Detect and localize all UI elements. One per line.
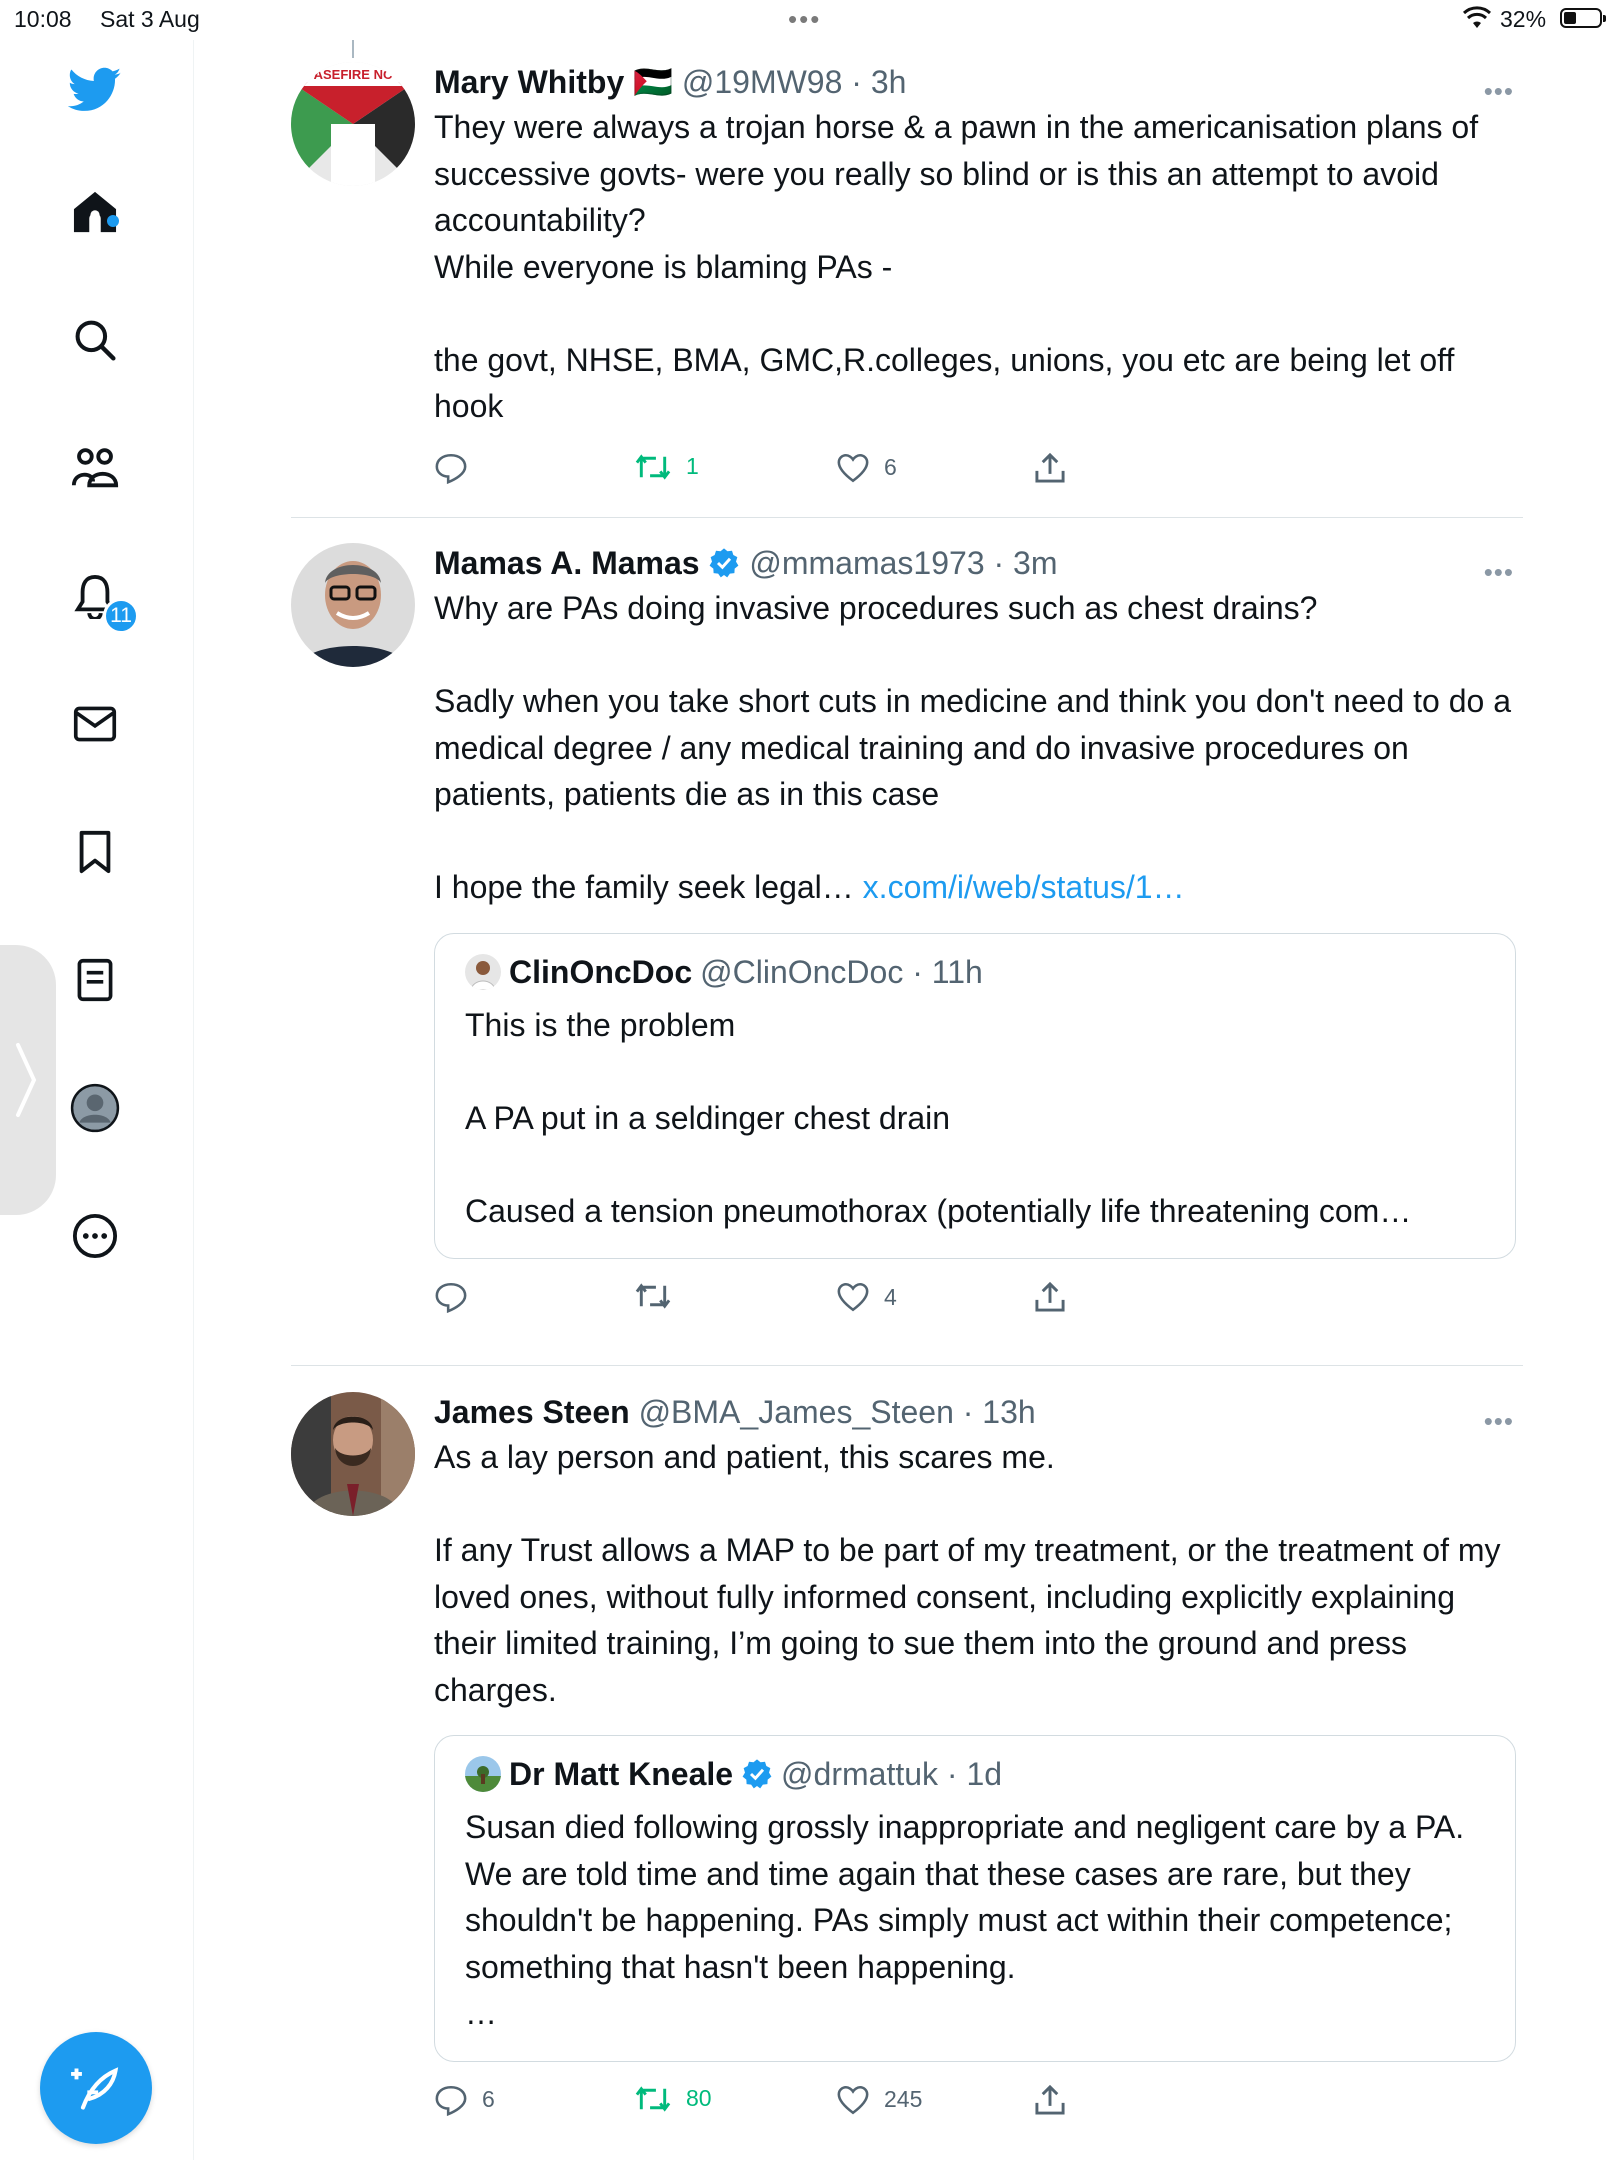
avatar-james-steen[interactable]: [291, 1392, 415, 1516]
retweet-button[interactable]: [634, 1281, 686, 1311]
tweet-more-icon[interactable]: •••: [1483, 557, 1514, 587]
lists-icon[interactable]: [65, 950, 125, 1010]
thread-line: [352, 40, 354, 58]
divider: [291, 1365, 1523, 1366]
share-icon: [1034, 2084, 1066, 2116]
tweet-actions: [434, 452, 1514, 492]
tweet-text-content: Why are PAs doing invasive procedures such as chest drains? Sadly when you take short cuts in medicine and think you don't need to do a medical degree / any medical training and do invasive procedures on patients, patients die as in this case I hope the family seek legal…: [434, 590, 1512, 905]
share-button[interactable]: [1034, 2084, 1066, 2116]
compose-tweet-button[interactable]: [40, 2032, 152, 2144]
tweet-header: Mary Whitby 🇵🇸 @19MW98 · 3h: [434, 64, 907, 100]
heart-icon: [836, 1281, 870, 1313]
tweet-text: As a lay person and patient, this scares me. If any Trust allows a MAP to be part of my treatment, or the treatment of my loved ones, without fully informed consent, including explicitly explaining their limited training, I’m going to sue them into the ground and press charges.: [434, 1439, 1501, 1708]
quote-time[interactable]: 11h: [931, 953, 983, 990]
reply-button[interactable]: [434, 452, 482, 484]
tweet-actions: [434, 2084, 1514, 2124]
tweet-time[interactable]: 3m: [1013, 545, 1058, 581]
heart-icon: [836, 2084, 870, 2116]
tweet-text: [434, 585, 1514, 911]
heart-icon: [836, 452, 870, 484]
battery-icon: [1560, 8, 1602, 28]
like-button[interactable]: 245: [836, 2084, 922, 2116]
bookmarks-icon[interactable]: [65, 822, 125, 882]
avatar-drmattuk[interactable]: [465, 1756, 501, 1792]
status-time: 10:08: [14, 6, 72, 32]
home-unread-dot: [107, 215, 119, 227]
tweet-time[interactable]: 3h: [870, 64, 907, 100]
share-button[interactable]: [1034, 1281, 1066, 1313]
quoted-tweet[interactable]: [434, 933, 1516, 1260]
tweet-header: James Steen @BMA_James_Steen · 13h: [434, 1394, 1036, 1430]
retweet-button[interactable]: 1: [634, 452, 699, 482]
share-button[interactable]: [1034, 452, 1066, 484]
like-button[interactable]: 4: [836, 1281, 897, 1313]
status-date: Sat 3 Aug: [100, 6, 200, 32]
quote-text: This is the problem A PA put in a seldinger chest drain Caused a tension pneumothorax (potentially life threatening com…: [465, 1006, 1412, 1229]
share-icon: [1034, 452, 1066, 484]
quote-header: ClinOncDoc @ClinOncDoc · 11h: [465, 952, 1485, 992]
multitasking-dots-icon[interactable]: •••: [788, 4, 822, 34]
wifi-icon: [1462, 6, 1492, 36]
quote-text: Susan died following grossly inappropriate and negligent care by a PA. We are told time and time again that these cases are rare, but they shouldn't be happening. PAs simply must act within their competence; something that hasn't been happening. …: [465, 1809, 1465, 2031]
share-icon: [1034, 1281, 1066, 1313]
retweet-button[interactable]: 80: [634, 2084, 712, 2114]
reply-button[interactable]: [434, 1281, 482, 1313]
quote-author-handle[interactable]: @drmattuk: [781, 1756, 939, 1792]
reply-button[interactable]: 6: [434, 2084, 495, 2116]
author-handle[interactable]: @BMA_James_Steen: [638, 1394, 954, 1430]
home-icon[interactable]: [65, 182, 125, 242]
battery-percent: 32%: [1500, 6, 1547, 32]
messages-icon[interactable]: [65, 694, 125, 754]
avatar-mary-whitby[interactable]: [291, 62, 415, 186]
search-icon[interactable]: [65, 310, 125, 370]
twitter-logo-icon[interactable]: [65, 60, 125, 120]
quote-header: Dr Matt Kneale @drmattuk · 1d: [465, 1754, 1485, 1794]
feather-plus-icon: [70, 2062, 122, 2114]
author-name[interactable]: James Steen: [434, 1394, 630, 1430]
author-handle[interactable]: @19MW98: [681, 64, 843, 100]
palestine-flag-icon: 🇵🇸: [633, 64, 673, 100]
notifications-badge: 11: [103, 598, 139, 634]
tweet-more-icon[interactable]: •••: [1483, 1406, 1514, 1436]
avatar-text: ASEFIRE NC: [313, 67, 393, 82]
retweet-icon: [634, 2084, 672, 2114]
like-button[interactable]: 6: [836, 452, 897, 484]
tweet-link[interactable]: x.com/i/web/status/1…: [862, 869, 1185, 905]
tweet-more-icon[interactable]: •••: [1483, 76, 1514, 106]
avatar-clinoncdoc[interactable]: [465, 954, 501, 990]
sidebar-drawer-handle[interactable]: [0, 945, 56, 1215]
verified-badge-icon: [708, 547, 740, 579]
tweet-actions: [434, 1281, 1514, 1321]
tweet-text: They were always a trojan horse & a pawn in the americanisation plans of successive govts- were you really so blind or is this an attempt to avoid accountability? While everyone is blaming PAs - the govt, NHSE, BMA, GMC,R.colleges, unions, you etc are being let off hook: [434, 109, 1479, 424]
status-bar: [0, 0, 1620, 40]
reply-icon: [434, 452, 468, 484]
profile-avatar-icon[interactable]: [65, 1078, 125, 1138]
author-name[interactable]: Mamas A. Mamas: [434, 545, 700, 581]
avatar-mamas-mamas[interactable]: [291, 543, 415, 667]
divider: [291, 517, 1523, 518]
tweet-time[interactable]: 13h: [982, 1394, 1036, 1430]
verified-badge-icon: [741, 1758, 773, 1790]
retweet-icon: [634, 1281, 672, 1311]
author-handle[interactable]: @mmamas1973: [749, 545, 985, 581]
reply-icon: [434, 1281, 468, 1313]
more-options-icon[interactable]: [65, 1206, 125, 1266]
communities-icon[interactable]: [65, 438, 125, 498]
quote-time[interactable]: 1d: [966, 1756, 1003, 1792]
quote-author-handle[interactable]: @ClinOncDoc: [700, 953, 904, 990]
tweet-header: Mamas A. Mamas @mmamas1973 · 3m: [434, 545, 1058, 581]
author-name[interactable]: Mary Whitby: [434, 64, 625, 100]
quoted-tweet[interactable]: [434, 1735, 1516, 2062]
retweet-icon: [634, 452, 672, 482]
quote-author-name[interactable]: Dr Matt Kneale: [509, 1756, 734, 1792]
reply-icon: [434, 2084, 468, 2116]
quote-author-name[interactable]: ClinOncDoc: [509, 953, 693, 990]
